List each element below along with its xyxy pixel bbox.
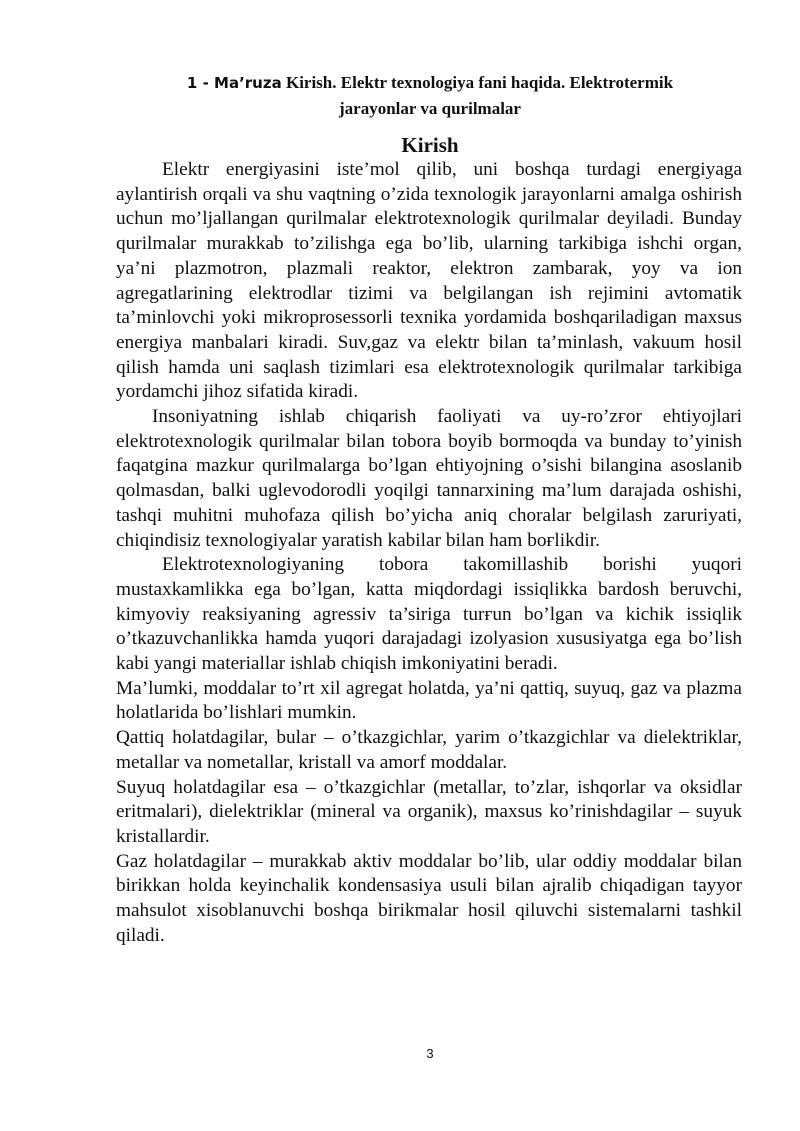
paragraph-aggregate-states: Ma’lumki, moddalar to’rt xil agregat holatda, ya’ni qattiq, suyuq, gaz va plazma holatlarida bo’lishlari mumkin. xyxy=(116,677,742,724)
paragraph-intro: Elektr energiyasini iste’mol qilib, uni boshqa turdagi energiyaga aylantirish orqali va shu vaqtning o’zida texnologik jarayonlarni amalga oshirish uchun mo’ljallangan qurilmalar elektrotexnologik qurilmalar deyiladi. Bunday qurilmalar murakkab to’zilishga ega bo’lib, ularning tarkibiga ishchi organ, ya’ni plazmotron, plazmali reaktor, elektron zambarak, yoy va ion agregatlarining elektrodlar tizimi va belgilangan ish rejimini avtomatik ta’minlovchi yoki mikroprosessorli texnika yordamida boshqariladigan maxsus energiya manbalari kiradi. Suv,gaz va elektr bilan ta’minlash, vakuum hosil qilish hamda uni saqlash tizimlari esa elektrotexnologik qurilmalar tarkibiga yordamchi jihoz sifatida kiradi. xyxy=(116,159,742,403)
heading-line-1 xyxy=(120,70,740,96)
paragraph-gas: Gaz holatdagilar – murakkab aktiv moddalar bo’lib, ular oddiy moddalar bilan birikkan holda keyinchalik kondensasiya usuli bilan ajralib chiqadigan tayyor mahsulot xisoblanuvchi boshqa birikmalar hosil qiluvchi sistemalarni tashkil qiladi. xyxy=(116,850,742,946)
paragraph-solid: Qattiq holatdagilar, bular – o’tkazgichlar, yarim o’tkazgichlar va dielektriklar, metallar va nometallar, kristall va amorf moddalar. xyxy=(116,727,742,773)
paragraph-electrotechnology: Elektrotexnologiyaning tobora takomillashib borishi yuqori mustaxkamlikka ega bo’lgan, katta miqdordagi issiqlikka bardosh beruvchi, kimyoviy reaksiyaning agressiv ta’siriga turғun bo’lgan va kichik issiqlik o’tkazuvchanlikka hamda yuqori darajadagi izolyasion xususiyatga ega bo’lish kabi yangi materiallar ishlab chiqish imkoniyatini beradi. xyxy=(116,554,742,675)
lecture-title-part-2: jarayonlar va qurilmalar xyxy=(339,99,521,118)
section-title: Kirish xyxy=(401,133,459,157)
paragraph-humanity: Insoniyatning ishlab chiqarish faoliyati va uy-ro’zғor ehtiyojlari elektrotexnologik qurilmalar bilan tobora boyib bormoqda va bunday to’yinish faqatgina mazkur qurilmalarga bo’lgan ehtiyojning o’sishi bilangina asoslanib qolmasdan, balki uglevodorodli yoqilgi tannarxining ma’lum darajada oshishi, tashqi muhitni muhofaza qilish bo’yicha aniq choralar belgilash zaruriyati, chiqindisiz texnologiyalar yaratish kabilar bilan ham boғlikdir. xyxy=(116,406,742,551)
paragraph-liquid: Suyuq holatdagilar esa – o’tkazgichlar (metallar, to’zlar, ishqorlar va oksidlar eritmalari), dielektriklar (mineral va organik), maxsus ko’rinishdagilar – suyuk kristallardir. xyxy=(116,776,742,847)
document-body xyxy=(116,158,742,949)
lecture-number: 1 - Ma’ruza xyxy=(186,74,282,92)
page-number: 3 xyxy=(426,1046,434,1061)
lecture-heading xyxy=(120,70,740,122)
lecture-title-part-1: Kirish. Elektr texnologiya fani haqida. Elektrotermik xyxy=(285,73,674,92)
